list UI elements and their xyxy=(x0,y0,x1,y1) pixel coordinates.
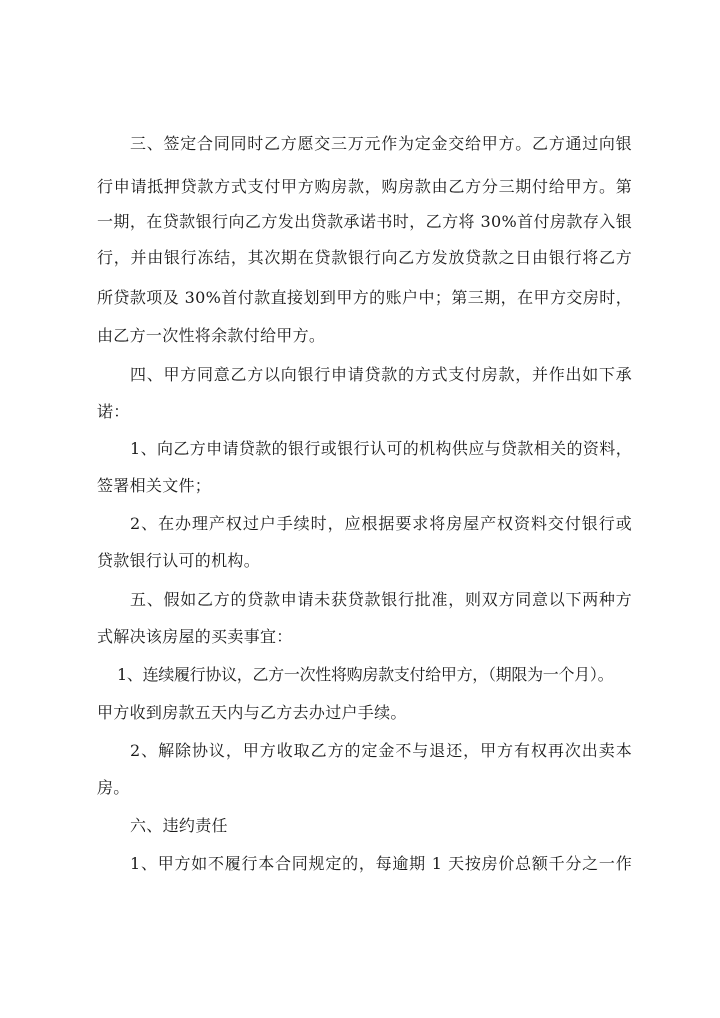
text-line: 所贷款项及 30%首付款直接划到甲方的账户中；第三期，在甲方交房时， xyxy=(97,288,632,307)
text-line: 贷款银行认可的机构。 xyxy=(97,551,261,570)
text-line: 2、解除协议，甲方收取乙方的定金不与退还，甲方有权再次出卖本 xyxy=(130,741,632,760)
section-heading: 六、违约责任 xyxy=(130,816,228,835)
text-line: 甲方收到房款五天内与乙方去办过户手续。 xyxy=(97,703,407,722)
text-line: 2、在办理产权过户手续时，应根据要求将房屋产权资料交付银行或 xyxy=(130,514,632,533)
text-line: 1、向乙方申请贷款的银行或银行认可的机构供应与贷款相关的资料， xyxy=(130,439,632,458)
text-line: 房。 xyxy=(97,778,130,797)
text-line: 五、假如乙方的贷款申请未获贷款银行批准，则双方同意以下两种方 xyxy=(130,590,632,609)
text-line: 行申请抵押贷款方式支付甲方购房款，购房款由乙方分三期付给甲方。第 xyxy=(97,177,632,196)
text-line: 一期，在贷款银行向乙方发出贷款承诺书时，乙方将 30%首付房款存入银 xyxy=(97,212,632,231)
text-line: 四、甲方同意乙方以向银行申请贷款的方式支付房款，并作出如下承 xyxy=(130,365,632,384)
text-line: 行，并由银行冻结，其次期在贷款银行向乙方发放贷款之日由银行将乙方 xyxy=(97,248,632,267)
text-line: 由乙方一次性将余款付给甲方。 xyxy=(97,326,326,345)
text-line: 签署相关文件； xyxy=(97,476,212,495)
text-line: 1、甲方如不履行本合同规定的，每逾期 1 天按房价总额千分之一作 xyxy=(130,854,632,873)
text-line: 1、连续履行协议，乙方一次性将购房款支付给甲方，（期限为一个月）。 xyxy=(117,665,614,684)
text-line: 三、签定合同同时乙方愿交三万元作为定金交给甲方。乙方通过向银 xyxy=(130,134,632,153)
text-line: 诺： xyxy=(97,402,130,421)
text-line: 式解决该房屋的买卖事宜： xyxy=(97,627,293,646)
